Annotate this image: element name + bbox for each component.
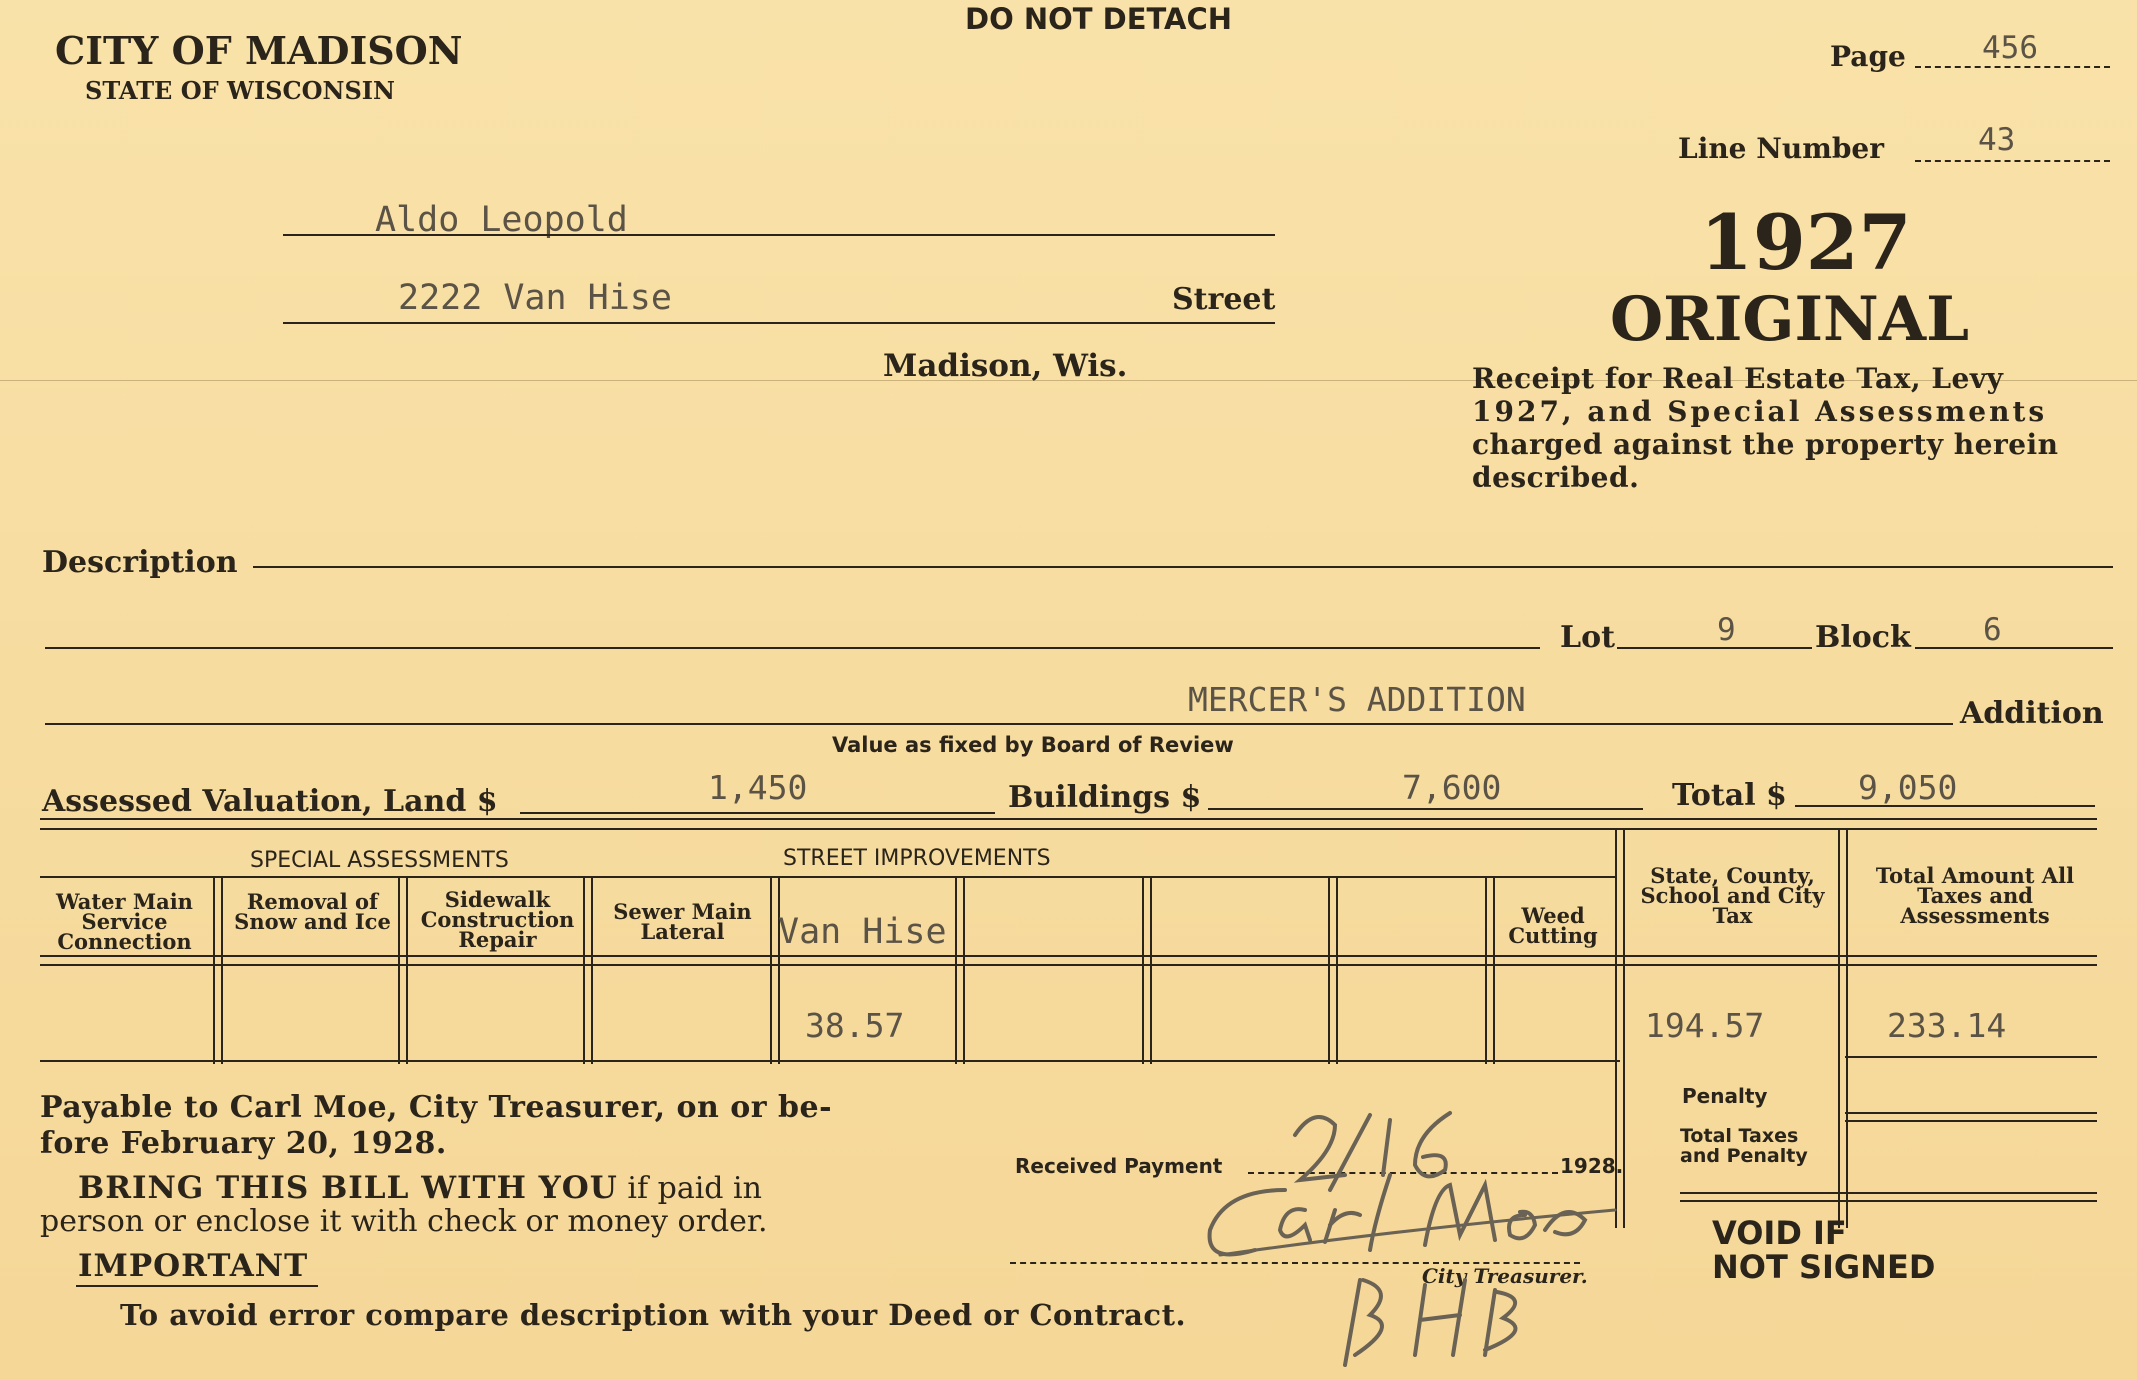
total-value: 9,050	[1858, 768, 1958, 807]
payable-line-1: Payable to Carl Moe, City Treasurer, on or be-	[40, 1090, 833, 1125]
buildings-label: Buildings $	[1008, 780, 1202, 815]
bring-bill-line-2: person or enclose it with check or money order.	[40, 1204, 768, 1239]
received-payment-label: Received Payment	[1015, 1154, 1223, 1178]
land-value: 1,450	[708, 768, 808, 807]
void-line-2: NOT SIGNED	[1712, 1248, 1936, 1286]
bring-bill-rest: if paid in	[627, 1171, 762, 1206]
penalty-bottom-rule	[1680, 1192, 2097, 1194]
row-bottom-rule	[40, 1060, 1620, 1062]
receipt-description-line: described.	[1472, 461, 1640, 494]
taxpayer-city: Madison, Wis.	[883, 348, 1128, 384]
col-state-tax: State, County, School and City Tax	[1640, 863, 1825, 928]
total-amount-value: 233.14	[1887, 1006, 2007, 1045]
column-divider	[1328, 876, 1338, 1064]
special-assessments-header: SPECIAL ASSESSMENTS	[250, 848, 509, 873]
lot-label: Lot	[1560, 620, 1615, 655]
name-underline	[283, 234, 1275, 236]
line-number-underline	[1915, 160, 2110, 162]
table-top-rule	[40, 828, 2097, 830]
addition-value: MERCER'S ADDITION	[1188, 680, 1526, 719]
col-sidewalk: Sidewalk Construction Repair	[420, 887, 575, 952]
column-divider	[213, 876, 223, 1064]
receipt-description-line: 1927, and Special Assessments	[1472, 395, 2048, 428]
city-treasurer-label: City Treasurer.	[1422, 1264, 1588, 1288]
block-value: 6	[1983, 612, 2002, 648]
lot-underline	[1617, 647, 1812, 649]
bring-bill-bold: BRING THIS BILL WITH YOU	[78, 1170, 618, 1206]
block-underline	[1915, 647, 2113, 649]
line-number-label: Line Number	[1678, 132, 1884, 165]
receipt-description	[1472, 362, 2059, 494]
board-of-review-note: Value as fixed by Board of Review	[832, 733, 1234, 757]
col-weed-cutting: Weed Cutting	[1508, 903, 1598, 948]
group-header-rule	[40, 876, 1615, 878]
page-number: 456	[1982, 30, 2038, 66]
addition-label: Addition	[1960, 696, 2104, 731]
void-notice	[1712, 1216, 1935, 1284]
col-snow-removal: Removal of Snow and Ice	[234, 889, 391, 934]
receipt-type: ORIGINAL	[1610, 284, 1969, 355]
column-divider	[1142, 876, 1152, 1064]
taxpayer-name: Aldo Leopold	[375, 200, 628, 240]
do-not-detach: DO NOT DETACH	[965, 2, 1233, 36]
lot-value: 9	[1717, 612, 1736, 648]
land-underline	[520, 812, 995, 814]
page-underline	[1915, 66, 2110, 68]
description-line-2	[45, 647, 1540, 649]
page-label: Page	[1830, 40, 1906, 73]
col-sewer: Sewer Main Lateral	[613, 899, 752, 944]
column-divider	[770, 876, 780, 1064]
receipt-description-line: Receipt for Real Estate Tax, Levy	[1472, 362, 2004, 395]
description-label: Description	[42, 545, 238, 580]
column-divider	[1838, 828, 1848, 1228]
penalty-bottom-rule	[1680, 1200, 2097, 1202]
penalty-rule	[1845, 1120, 2097, 1122]
total-label: Total $	[1672, 778, 1787, 813]
column-divider	[955, 876, 965, 1064]
total-penalty-label: Total Taxes and Penalty	[1680, 1125, 1808, 1167]
handwritten-initials	[1335, 1270, 1565, 1370]
street-improvements-header: STREET IMPROVEMENTS	[783, 846, 1051, 871]
receipt-year: 1927	[1700, 198, 1912, 287]
description-line-1	[253, 566, 2113, 568]
street-name-value: Van Hise	[778, 912, 947, 952]
penalty-rule	[1845, 1112, 2097, 1114]
avoid-error-note: To avoid error compare description with your Deed or Contract.	[120, 1298, 1187, 1332]
taxpayer-address: 2222 Van Hise	[398, 278, 672, 318]
header-bottom-rule	[40, 964, 2097, 966]
state-subtitle: STATE OF WISCONSIN	[85, 76, 395, 105]
payable-line-2: fore February 20, 1928.	[40, 1126, 447, 1161]
buildings-underline	[1208, 808, 1643, 810]
received-year: 1928.	[1560, 1154, 1624, 1178]
receipt-description-line: charged against the property herein	[1472, 428, 2059, 461]
weed-header-rule	[1490, 876, 1615, 878]
street-label: Street	[1172, 282, 1276, 317]
header-bottom-rule	[40, 955, 2097, 957]
city-title: CITY OF MADISON	[55, 28, 463, 73]
addition-underline	[45, 723, 1953, 725]
void-line-1: VOID IF	[1712, 1214, 1847, 1252]
total-row-rule	[1845, 1056, 2097, 1058]
block-label: Block	[1815, 620, 1911, 655]
col-water-main: Water Main Service Connection	[56, 889, 193, 954]
table-top-rule	[40, 818, 2097, 820]
treasurer-signature	[1195, 1170, 1715, 1280]
address-underline	[283, 322, 1275, 324]
column-divider	[1485, 876, 1495, 1064]
bring-bill-line	[78, 1170, 762, 1206]
buildings-value: 7,600	[1402, 768, 1502, 807]
important-underline	[76, 1285, 318, 1287]
line-number-value: 43	[1978, 122, 2016, 158]
land-label: Assessed Valuation, Land $	[42, 784, 498, 819]
state-tax-amount: 194.57	[1645, 1006, 1765, 1045]
col-total-amount: Total Amount All Taxes and Assessments	[1875, 863, 2075, 928]
street-amount-value: 38.57	[805, 1006, 905, 1045]
important-label: IMPORTANT	[78, 1248, 309, 1284]
penalty-label: Penalty	[1682, 1084, 1768, 1108]
